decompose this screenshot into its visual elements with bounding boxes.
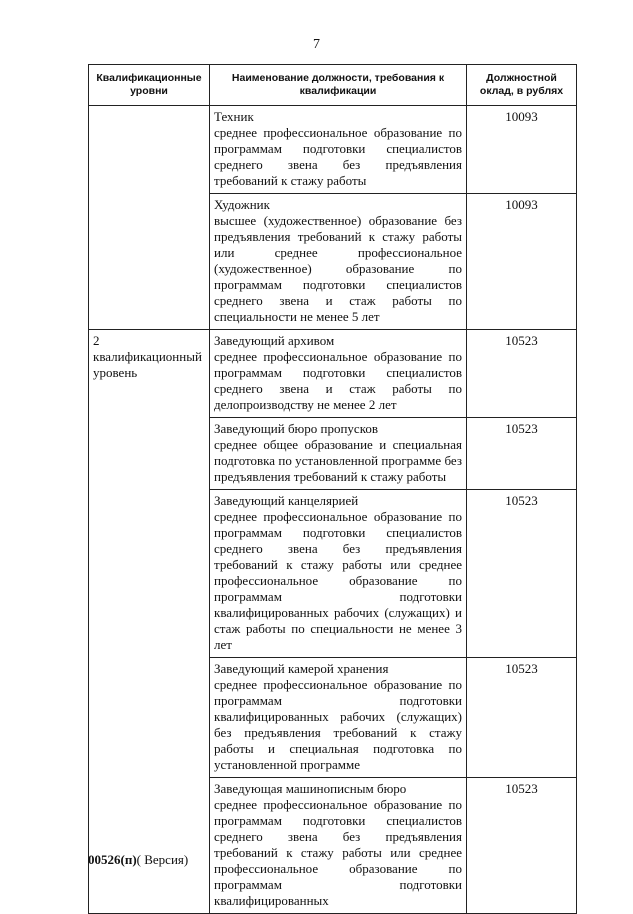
salary-cell: 10093 (467, 106, 577, 194)
level-cell (89, 106, 210, 330)
position-cell (210, 194, 467, 330)
position-requirements: среднее профессиональное образование по программам подготовки специалистов среднего звена без предъявления требований к стажу работы или среднее профессиональное образование по программам подготовки квалифицированных (214, 797, 462, 908)
position-requirements: высшее (художественное) образование без предъявления требований к стажу работы или среднее профессиональное (художественное) образование по программам подготовки специалистов среднего звена и стаж работы по специальности не менее 5 лет (214, 213, 462, 324)
position-cell (210, 658, 467, 778)
header-level: Квалификационные уровни (89, 65, 210, 106)
position-requirements: среднее профессиональное образование по программам подготовки специалистов среднего звена без предъявления требований к стажу работы (214, 125, 462, 188)
position-requirements: среднее общее образование и специальная подготовка по установленной программе без предъявления требований к стажу работы (214, 437, 462, 484)
position-cell (210, 418, 467, 490)
salary-cell: 10523 (467, 418, 577, 490)
level-cell: 2 квалификационный уровень (89, 330, 210, 914)
position-title: Техник (214, 109, 254, 124)
position-requirements: среднее профессиональное образование по программам подготовки квалифицированных рабочих (служащих) без предъявления требований к стажу работы и специальная подготовка по установленной программе (214, 677, 462, 772)
position-cell (210, 106, 467, 194)
position-title: Заведующая машинописным бюро (214, 781, 407, 796)
document-footer (88, 852, 188, 868)
position-requirements: среднее профессиональное образование по программам подготовки специалистов среднего звена и стаж работы по делопроизводству не менее 2 лет (214, 349, 462, 412)
position-cell (210, 778, 467, 914)
position-requirements: среднее профессиональное образование по программам подготовки специалистов среднего звена без предъявления требований к стажу работы или среднее профессиональное образование по программам подготовки квалифицированных рабочих (служащих) и стаж работы по специальности не менее 3 лет (214, 509, 462, 652)
page-number: 7 (313, 37, 320, 52)
header-salary: Должностной оклад, в рублях (467, 65, 577, 106)
header-position: Наименование должности, требования к квалификации (210, 65, 467, 106)
position-title: Заведующий камерой хранения (214, 661, 389, 676)
table-row (89, 330, 577, 418)
salary-cell: 10523 (467, 658, 577, 778)
position-title: Заведующий канцелярией (214, 493, 359, 508)
salary-cell: 10093 (467, 194, 577, 330)
table-row (89, 106, 577, 194)
salary-cell: 10523 (467, 778, 577, 914)
document-version: ( Версия) (136, 852, 189, 867)
position-title: Заведующий архивом (214, 333, 335, 348)
position-cell (210, 490, 467, 658)
salary-cell: 10523 (467, 490, 577, 658)
position-title: Художник (214, 197, 270, 212)
table-header-row (89, 65, 577, 106)
position-title: Заведующий бюро пропусков (214, 421, 378, 436)
salary-table (88, 64, 577, 914)
salary-cell: 10523 (467, 330, 577, 418)
document-code: 00526(п) (88, 852, 137, 867)
position-cell (210, 330, 467, 418)
